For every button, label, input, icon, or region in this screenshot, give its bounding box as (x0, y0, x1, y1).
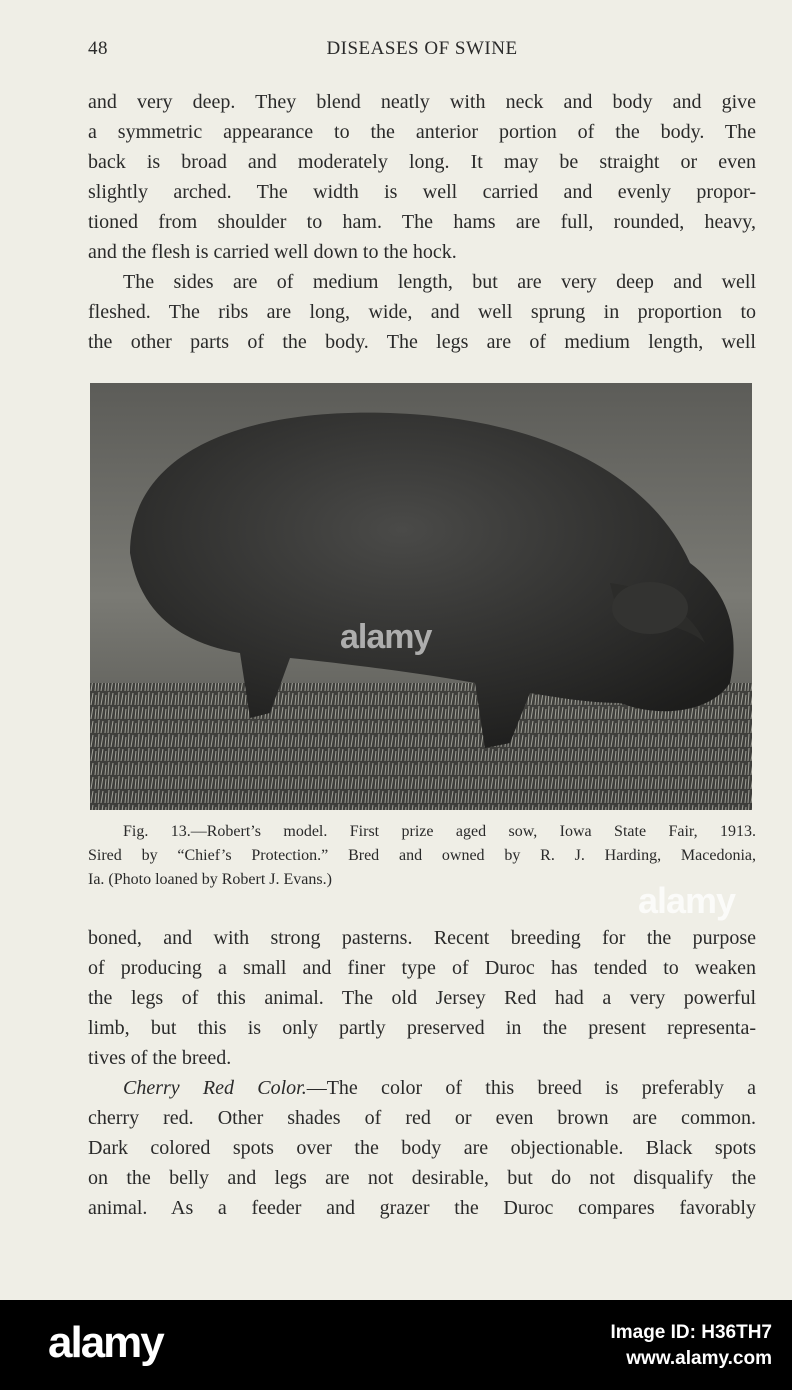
image-info (610, 1320, 772, 1372)
text-line: boned, and with strong pasterns. Recent breeding for the purpose (88, 927, 756, 949)
text-line (88, 1073, 756, 1103)
text-line: the other parts of the body. The legs are of medium length, well (88, 331, 756, 353)
text-line: a symmetric appearance to the anterior portion of the body. The (88, 121, 756, 143)
alamy-logo: alamy (48, 1318, 163, 1367)
text-line: the legs of this animal. The old Jersey Red had a very powerful (88, 987, 756, 1009)
section-heading: Cherry Red Color. (123, 1077, 307, 1099)
text-line: animal. As a feeder and grazer the Duroc compares favorably (88, 1197, 756, 1219)
paragraph-4 (88, 1073, 756, 1223)
caption-line: Ia. (Photo loaned by Robert J. Evans.) (88, 871, 332, 888)
text-line: and very deep. They blend neatly with neck and body and give (88, 91, 756, 113)
paragraph-1 (88, 87, 756, 267)
sow-photo-illustration (90, 383, 752, 810)
text-line: fleshed. The ribs are long, wide, and well sprung in proportion to (88, 301, 756, 323)
page-header (88, 38, 756, 64)
paragraph-3 (88, 923, 756, 1073)
text-run: —The color of this breed is preferably a (306, 1077, 756, 1099)
text-line: on the belly and legs are not desirable, but do not disqualify the (88, 1167, 756, 1189)
text-line: and the flesh is carried well down to the hock. (88, 241, 457, 263)
text-line: Dark colored spots over the body are objectionable. Black spots (88, 1137, 756, 1159)
site-url: www.alamy.com (626, 1348, 772, 1369)
text-line: The sides are of medium length, but are very deep and well (123, 271, 756, 293)
page-number: 48 (88, 38, 108, 59)
text-line: back is broad and moderately long. It may be straight or even (88, 151, 756, 173)
text-line: cherry red. Other shades of red or even brown are common. (88, 1107, 756, 1129)
running-title: DISEASES OF SWINE (326, 38, 518, 59)
text-line: tioned from shoulder to ham. The hams are full, rounded, heavy, (88, 211, 756, 233)
text-line: of producing a small and finer type of Duroc has tended to weaken (88, 957, 756, 979)
watermark-text: alamy (340, 618, 432, 656)
caption-line: Fig. 13.—Robert’s model. First prize aged sow, Iowa State Fair, 1913. (123, 823, 756, 840)
stock-footer-bar (0, 1300, 792, 1390)
text-line: slightly arched. The width is well carried and evenly propor- (88, 181, 756, 203)
caption-line: Sired by “Chief’s Protection.” Bred and owned by R. J. Harding, Macedonia, (88, 847, 756, 864)
figure-photo-sow (90, 383, 752, 810)
text-line: limb, but this is only partly preserved in the present representa- (88, 1017, 756, 1039)
paragraph-2 (88, 267, 756, 357)
image-id: Image ID: H36TH7 (610, 1322, 772, 1343)
page-watermark: alamy (638, 880, 736, 921)
text-line: tives of the breed. (88, 1047, 232, 1069)
